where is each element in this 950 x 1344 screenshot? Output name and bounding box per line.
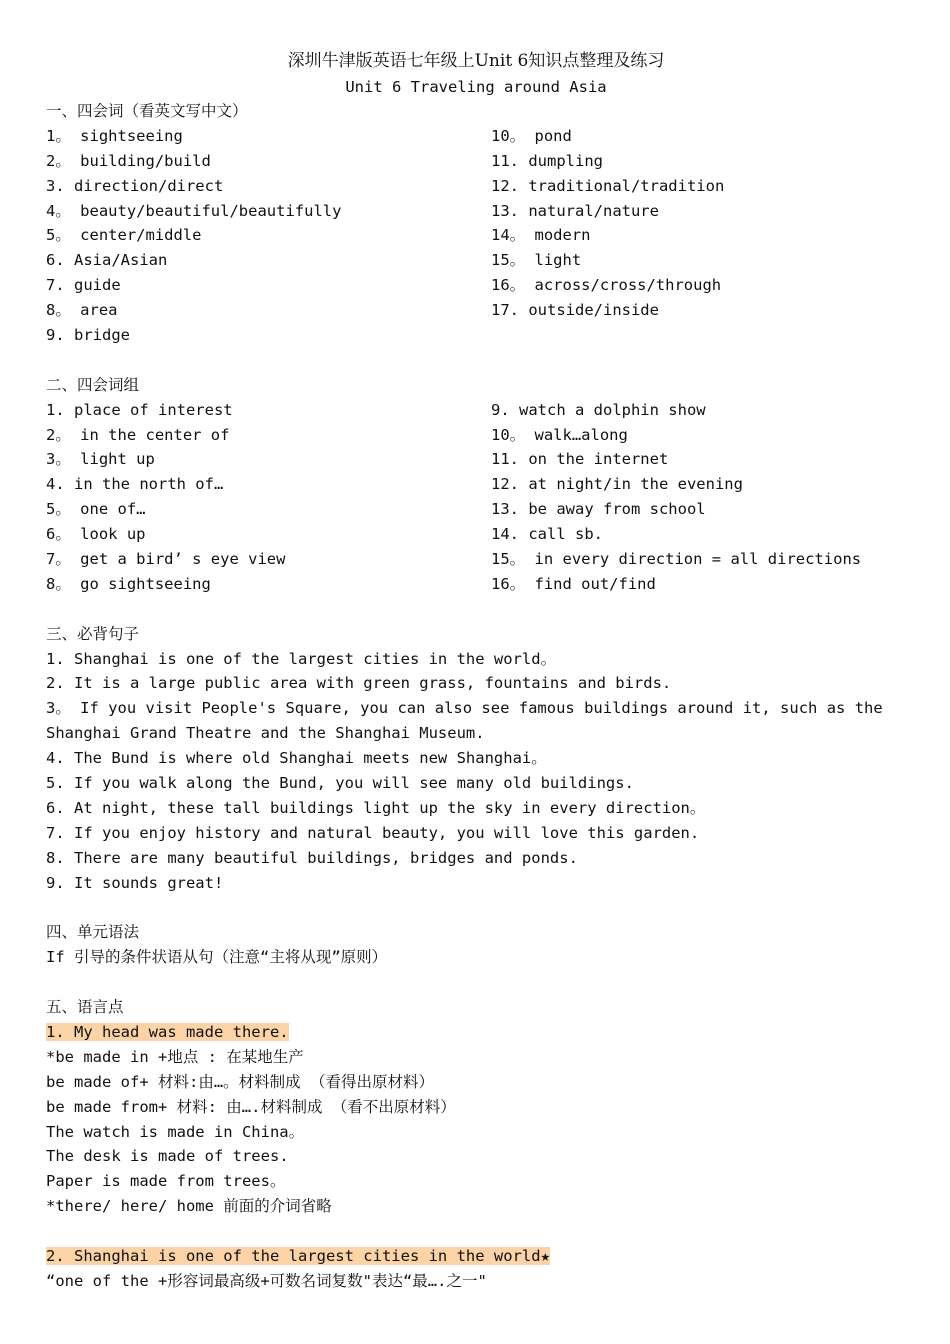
list-item: 16。 find out/find <box>491 574 656 593</box>
list-item: 7。 get a bird’ s eye view <box>46 550 286 569</box>
sentence-continuation: Shanghai Grand Theatre and the Shanghai Museum. <box>46 724 485 743</box>
list-item: 9. watch a dolphin show <box>491 400 706 419</box>
sentence: 9. It sounds great! <box>46 873 224 892</box>
list-item: 9. bridge <box>46 326 130 345</box>
list-item: 4。 beauty/beautiful/beautifully <box>46 201 342 220</box>
note-line: *be made in +地点 : 在某地生产 <box>46 1047 304 1066</box>
sentence: 3。 If you visit People's Square, you can also see famous buildings around it, such as the <box>46 699 883 718</box>
section-heading-phrases: 二、四会词组 <box>46 375 140 394</box>
note-line: be made from+ 材料: 由….材料制成 （看不出原材料） <box>46 1097 456 1116</box>
sentence: 2. It is a large public area with green grass, fountains and birds. <box>46 674 672 693</box>
section-heading-language-points: 五、语言点 <box>46 998 124 1017</box>
list-item: 6。 look up <box>46 525 146 544</box>
language-point-1 <box>46 1020 906 1045</box>
highlighted-text: 2. Shanghai is one of the largest cities in the world★ <box>46 1246 550 1265</box>
document-subtitle: Unit 6 Traveling around Asia <box>345 78 607 96</box>
list-item: 14. call sb. <box>491 525 603 544</box>
word-list <box>46 124 906 348</box>
list-item: 8。 area <box>46 301 118 320</box>
list-item: 16。 across/cross/through <box>491 276 722 295</box>
list-item: 8。 go sightseeing <box>46 574 211 593</box>
example-line: The desk is made of trees. <box>46 1147 289 1166</box>
section-heading-sentences: 三、必背句子 <box>46 624 140 643</box>
language-point-2 <box>46 1244 906 1269</box>
list-item: 10。 pond <box>491 126 572 145</box>
note-line: *there/ here/ home 前面的介词省略 <box>46 1197 332 1216</box>
document-title: 深圳牛津版英语七年级上Unit 6知识点整理及练习 <box>287 51 665 71</box>
list-item: 3。 light up <box>46 450 155 469</box>
list-item: 11. on the internet <box>491 450 669 469</box>
highlighted-text: 1. My head was made there. <box>46 1022 289 1041</box>
word-list-right <box>491 124 906 348</box>
note-line: “one of the +形容词最高级+可数名词复数"表达“最….之一" <box>46 1271 487 1290</box>
list-item: 4. in the north of… <box>46 475 224 494</box>
document-page <box>46 48 906 1294</box>
sentence: 8. There are many beautiful buildings, bridges and ponds. <box>46 848 578 867</box>
list-item: 5。 one of… <box>46 500 146 519</box>
list-item: 14。 modern <box>491 226 591 245</box>
section-heading-words: 一、四会词（看英文写中文） <box>46 102 248 120</box>
list-item: 12. traditional/tradition <box>491 176 725 195</box>
list-item: 13. natural/nature <box>491 201 659 220</box>
word-list-left <box>46 124 491 348</box>
sentence: 4. The Bund is where old Shanghai meets new Shanghai。 <box>46 749 547 768</box>
list-item: 2。 in the center of <box>46 425 230 444</box>
sentence: 5. If you walk along the Bund, you will see many old buildings. <box>46 774 634 793</box>
sentence: 7. If you enjoy history and natural beauty, you will love this garden. <box>46 823 700 842</box>
example-line: Paper is made from trees。 <box>46 1172 286 1191</box>
sentence: 1. Shanghai is one of the largest cities in the world。 <box>46 649 557 668</box>
list-item: 10。 walk…along <box>491 425 628 444</box>
list-item: 5。 center/middle <box>46 226 202 245</box>
list-item: 6. Asia/Asian <box>46 251 168 270</box>
section-heading-grammar: 四、单元语法 <box>46 923 140 942</box>
example-line: The watch is made in China。 <box>46 1122 305 1141</box>
list-item: 1. place of interest <box>46 400 233 419</box>
phrase-list-right <box>491 398 906 597</box>
list-item: 7. guide <box>46 276 121 295</box>
list-item: 13. be away from school <box>491 500 706 519</box>
list-item: 15。 in every direction = all directions <box>491 550 862 569</box>
list-item: 17. outside/inside <box>491 301 659 320</box>
list-item: 15。 light <box>491 251 582 270</box>
phrase-list <box>46 398 906 597</box>
grammar-note: If 引导的条件状语从句（注意“主将从现”原则） <box>46 948 388 967</box>
sentence: 6. At night, these tall buildings light up the sky in every direction。 <box>46 798 706 817</box>
phrase-list-left <box>46 398 491 597</box>
note-line: be made of+ 材料:由…。材料制成 （看得出原材料） <box>46 1072 434 1091</box>
list-item: 2。 building/build <box>46 151 211 170</box>
list-item: 1。 sightseeing <box>46 126 183 145</box>
list-item: 11. dumpling <box>491 151 603 170</box>
list-item: 12. at night/in the evening <box>491 475 743 494</box>
list-item: 3. direction/direct <box>46 176 224 195</box>
